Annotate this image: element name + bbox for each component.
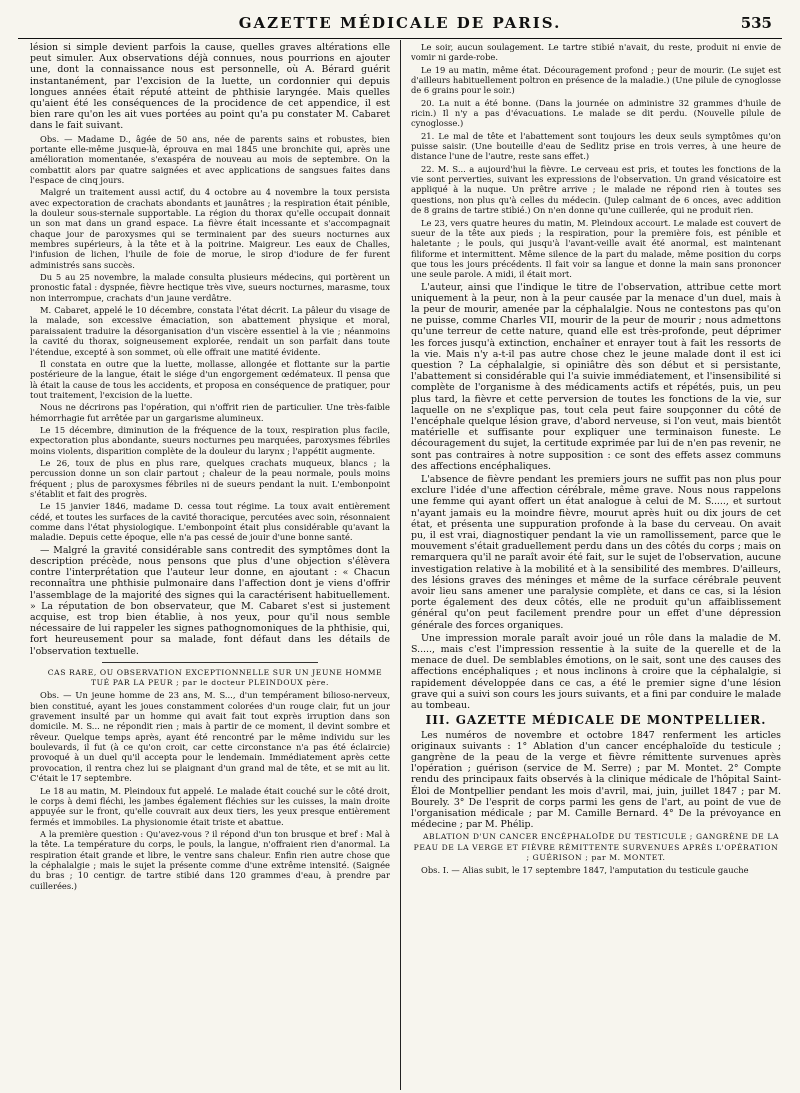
page-header <box>0 0 800 36</box>
paragraph: Le 23, vers quatre heures du matin, M. Pleindoux accourt. Le malade est couvert de sueur de la tête aux pieds ; la respiration, pour la première fois, est pénible et haletante ; le pouls, qui jusqu'à l'avant-veille avait été anormal, est maintenant filiforme et intermittent. Même silence de la part du malade, même position du corps que tous les jours précédents. Il fait voir sa langue et donne la main sans prononcer une seule parole. A midi, il était mort. <box>411 217 781 280</box>
section-rule <box>102 662 318 663</box>
paragraph: Obs. — Un jeune homme de 23 ans, M. S..., d'un tempérament bilioso-nerveux, bien constitué, ayant les joues constamment colorées d'un rouge clair, fut un jour gravement insulté par un homme qui avait fait tout exprès irruption dans son domicile. M. S... ne répondit rien ; mais à partir de ce moment, il devint sombre et rêveur. Quelque temps après, ayant été rencontré par le même individu sur les boulevards, il fut (à ce qu'on croit, car cette circonstance n'a pas été éclaircie) provoqué à un duel qu'il accepta pour le lendemain. Immédiatement après cette provocation, il rentra chez lui se plaignant d'un grand mal de tête, et se mit au lit. C'était le 17 septembre. <box>30 690 390 784</box>
right-column <box>411 42 781 1087</box>
article-title: ABLATION D'UN CANCER ENCÉPHALOÏDE DU TESTICULE ; GANGRÈNE DE LA PEAU DE LA VERGE ET FIÈVRE RÉMITTENTE SURVENUES APRÈS L'OPÉRATION ; GUÉRISON ; par M. MONTET. <box>413 832 780 863</box>
paragraph: A la première question : Qu'avez-vous ? il répond d'un ton brusque et bref : Mal à la tête. La température du corps, le pouls, la langue, n'offraient rien d'anormal. La respiration était grande et libre, le ventre sans chaleur. Enfin rien autre chose que la céphalalgie ; mais le sujet la présente comme d'une extrême intensité. (Saignée du bras ; 10 centigr. de tartre stibié dans 120 grammes d'eau, à prendre par cuillerées.) <box>30 828 390 891</box>
paragraph: Le 26, toux de plus en plus rare, quelques crachats muqueux, blancs ; la percussion donne un son clair partout ; chaleur de la peau normale, pouls moins fréquent ; plus de paroxysmes fébriles ni de sueurs pendant la nuit. L'embonpoint s'établit et fait des progrès. <box>30 457 390 499</box>
section-title: CAS RARE, OU OBSERVATION EXCEPTIONNELLE SUR UN JEUNE HOMME TUÉ PAR LA PEUR ; par le docteur PLEINDOUX père. <box>47 667 383 688</box>
paragraph: Malgré un traitement aussi actif, du 4 octobre au 4 novembre la toux persista avec expectoration de crachats abondants et jaunâtres ; la respiration était pénible, la douleur sous-sternale supportable. La région du thorax qu'elle occupait donnait un son mat dans un grand espace. La fièvre était incessante et s'accompagnait chaque jour de paroxysmes qui se terminaient par des sueurs nocturnes aux membres supérieurs, à la tête et à la poitrine. Maigreur. Les eaux de Challes, l'infusion de lichen, l'huile de foie de morue, le sirop d'iodure de fer furent administrés sans succès. <box>30 187 390 270</box>
paragraph: 22. M. S... a aujourd'hui la fièvre. Le cerveau est pris, et toutes les fonctions de la vie sont perverties, suivant les expressions de l'observation. Un grand vésicatoire est appliqué à la nuque. Un prêtre arrive ; le malade ne répond rien à toutes ses questions, non plus qu'à celles du médecin. (Julep calmant de 6 onces, avec addition de 8 grains de tartre stibié.) On n'en donne qu'une cuillerée, qui ne produit rien. <box>411 163 781 216</box>
paragraph: Nous ne décrirons pas l'opération, qui n'offrit rien de particulier. Une très-faible hémorrhagie fut arrêtée par un gargarisme alumineux. <box>30 402 390 423</box>
paragraph: M. Cabaret, appelé le 10 décembre, constata l'état décrit. La pâleur du visage de la malade, son excessive émaciation, son abattement physique et moral, paraissaient traduire la désorganisation d'un viscère essentiel à la vie ; néanmoins la cavité du thorax, soigneusement explorée, rendait un son parfait dans toute l'étendue, excepté à son sommet, où elle offrait une matité évidente. <box>30 305 390 357</box>
paragraph: Il constata en outre que la luette, mollasse, allongée et flottante sur la partie postérieure de la langue, était le siége d'un engorgement œdémateux. Il pensa que là était la cause de tous les accidents, et proposa en conséquence de pratiquer, pour tout traitement, l'excision de la luette. <box>30 358 390 400</box>
paragraph: lésion si simple devient parfois la cause, quelles graves altérations elle peut simuler. Aux observations déjà connues, nous pourrions en ajouter une, dont la connaissance nous est personnelle, où A. Bérard guérit instantanément, par l'excision de la luette, un cordonnier qui depuis longues années était réputé atteint de phthisie laryngée. Mais quelles qu'aient été les conséquences de la procidence de cet appendice, il est bien rare qu'on les ait vues portées au point qu'a pu constater M. Cabaret dans le fait suivant. <box>30 42 390 132</box>
commentary-paragraph: L'auteur, ainsi que l'indique le titre de l'observation, attribue cette mort uniquement à la peur, non à la peur causée par la menace d'un duel, mais à la peur de mourir, amenée par la céphalalgie. Nous ne contestons pas qu'on ne puisse, comme Charles VII, mourir de la peur de mourir ; nous admettons qu'une terreur de cette nature, quand elle est très-profonde, peut déprimer les forces jusqu'à extinction, enchaîner et enrayer tout à fait les ressorts de la vie. Mais n'y a-t-il pas autre chose chez le jeune malade dont il est ici question ? La céphalalgie, si opiniâtre dès son début et si persistante, l'abattement si considérable qui l'a suivie immédiatement, et l'insensibilité si complète de l'organisme à des médicaments actifs et répétés, puis, un peu plus tard, la fièvre et cette perversion de toutes les fonctions de la vie, sur laquelle on ne s'explique pas, tout cela peut faire soupçonner du côté de l'encéphale quelque lésion grave, d'abord nerveuse, si l'on veut, mais bientôt matérielle et suffisante pour expliquer une terminaison funeste. Le découragement du sujet, la certitude exprimée par lui de n'en pas revenir, ne sont pas contraires à notre supposition : ce sont des effets assez communs des affections encéphaliques. <box>411 281 781 472</box>
paragraph: Du 5 au 25 novembre, la malade consulta plusieurs médecins, qui portèrent un pronostic fatal : dyspnée, fièvre hectique très vive, sueurs nocturnes, marasme, toux non interrompue, crachats d'un jaune verdâtre. <box>30 272 390 303</box>
paragraph: 20. La nuit a été bonne. (Dans la journée on administre 32 grammes d'huile de ricin.) Il n'y a pas d'évacuations. Le malade se dit perdu. (Nouvelle pilule de cynoglosse.) <box>411 97 781 129</box>
journal-title: GAZETTE MÉDICALE DE PARIS. <box>238 14 562 32</box>
paragraph: Les numéros de novembre et octobre 1847 renferment les articles originaux suivants : 1° Ablation d'un cancer encéphaloïde du testicule ; gangrène de la peau de la verge et fièvre rémittente survenues après l'opération ; guérison (service de M. Serre) ; par M. Montet. 2° Compte rendu des principaux faits observés à la clinique médicale de l'hôpital Saint-Éloi de Montpellier pendant les mois d'avril, mai, juin, juillet 1847 ; par M. Bourely. 3° De l'esprit de corps parmi les gens de l'art, au point de vue de l'organisation médicale ; par M. Camille Bernard. 4° De la prévoyance en médecine ; par M. Phélip. <box>411 729 781 831</box>
paragraph: Le 18 au matin, M. Pleindoux fut appelé. Le malade était couché sur le côté droit, le corps à demi fléchi, les jambes également fléchies sur les cuisses, la main droite appuyée sur le front, qu'elle couvrait aux deux tiers, les yeux presque entièrement fermés et immobiles. La physionomie était triste et abattue. <box>30 785 390 827</box>
paragraph: Le 15 janvier 1846, madame D. cessa tout régime. La toux avait entièrement cédé, et toutes les surfaces de la cavité thoracique, percutées avec soin, résonnaient comme dans l'état physiologique. L'embonpoint était plus considérable qu'avant la maladie. Depuis cette époque, elle n'a pas cessé de jouir d'une bonne santé. <box>30 501 390 543</box>
commentary-paragraph: — Malgré la gravité considérable sans contredit des symptômes dont la description précède, nous pensons que plus d'une objection s'élèvera contre l'interprétation que l'auteur leur donne, en ajoutant : « Chacun reconnaîtra une phthisie pulmonaire dans l'affection dont je viens d'offrir l'assemblage de la majorité des signes qui la caractérisent habituellement. » La réputation de bon observateur, que M. Cabaret s'est si justement acquise, est trop bien établie, à nos yeux, pour qu'il nous semble nécessaire de lui rappeler les signes pathognomoniques de la phthisie, qui, fort heureusement pour sa malade, font défaut dans les détails de l'observation textuelle. <box>30 544 390 657</box>
column-divider <box>400 40 401 1090</box>
left-column <box>30 42 390 1087</box>
commentary-paragraph: Une impression morale paraît avoir joué un rôle dans la maladie de M. S....., mais c'est l'impression ressentie à la suite de la querelle et de la menace de duel. De semblables émotions, on le sait, sont une des causes des affections encéphaliques ; et nous inclinons à croire que la céphalalgie, si rapidement développée dans ce cas, a été le premier signe d'une lésion grave qui a suivi son cours les jours suivants, et a fini par conduire le malade au tombeau. <box>411 632 781 712</box>
paragraph: Obs. I. — Alias subit, le 17 septembre 1847, l'amputation du testicule gauche <box>421 865 749 876</box>
header-rule <box>18 38 782 39</box>
section-heading: III. GAZETTE MÉDICALE DE MONTPELLIER. <box>425 713 767 728</box>
paragraph: 21. Le mal de tête et l'abattement sont toujours les deux seuls symptômes qu'on puisse saisir. (Une bouteille d'eau de Sedlitz prise en trois verres, à une heure de distance l'une de l'autre, reste sans effet.) <box>411 130 781 162</box>
paragraph: Le 19 au matin, même état. Découragement profond ; peur de mourir. (Le sujet est d'ailleurs habituellement poltron en présence de la maladie.) (Une pilule de cynoglosse de 6 grains pour le soir.) <box>411 64 781 96</box>
paragraph: Le soir, aucun soulagement. Le tartre stibié n'avait, du reste, produit ni envie de vomir ni garde-robe. <box>411 42 781 63</box>
commentary-paragraph: L'absence de fièvre pendant les premiers jours ne suffit pas non plus pour exclure l'idée d'une affection cérébrale, même grave. Nous nous rappelons une femme qui ayant offert un état analogue à celui de M. S....., et surtout n'ayant jamais eu la moindre fièvre, mourut après huit ou dix jours de cet état, et présenta une suppuration profonde à la base du cerveau. On avait pu, il est vrai, diagnostiquer pendant la vie un ramollissement, parce que le mouvement s'était graduellement perdu dans un des côtés du corps ; mais on remarquera qu'il ne paraît avoir été fait, sur le sujet de l'observation, aucune investigation relative à la mobilité et à la sensibilité des membres. D'ailleurs, des lésions graves des méninges et même de la surface cérébrale peuvent avoir lieu sans amener une paralysie complète, et dans ce cas, si la lésion porte également des deux côtés, elle ne produit qu'un affaiblissement général qu'on peut facilement prendre pour un effet d'une dépression générale des forces organiques. <box>411 474 781 631</box>
page-number: 535 <box>740 14 772 32</box>
paragraph: Obs. — Madame D., âgée de 50 ans, née de parents sains et robustes, bien portante elle-même jusque-là, éprouva en mai 1845 une bronchite qui, après une amélioration momentanée, s'exaspéra de nouveau au mois de septembre. On la combattit alors par quatre saignées et avec applications de sangsues faites dans l'espace de cinq jours. <box>30 133 390 185</box>
paragraph: Le 15 décembre, diminution de la fréquence de la toux, respiration plus facile, expectoration plus abondante, sueurs nocturnes peu marquées, paroxysmes fébriles moins violents, disparition complète de la douleur du larynx ; l'appétit augmente. <box>30 424 390 456</box>
